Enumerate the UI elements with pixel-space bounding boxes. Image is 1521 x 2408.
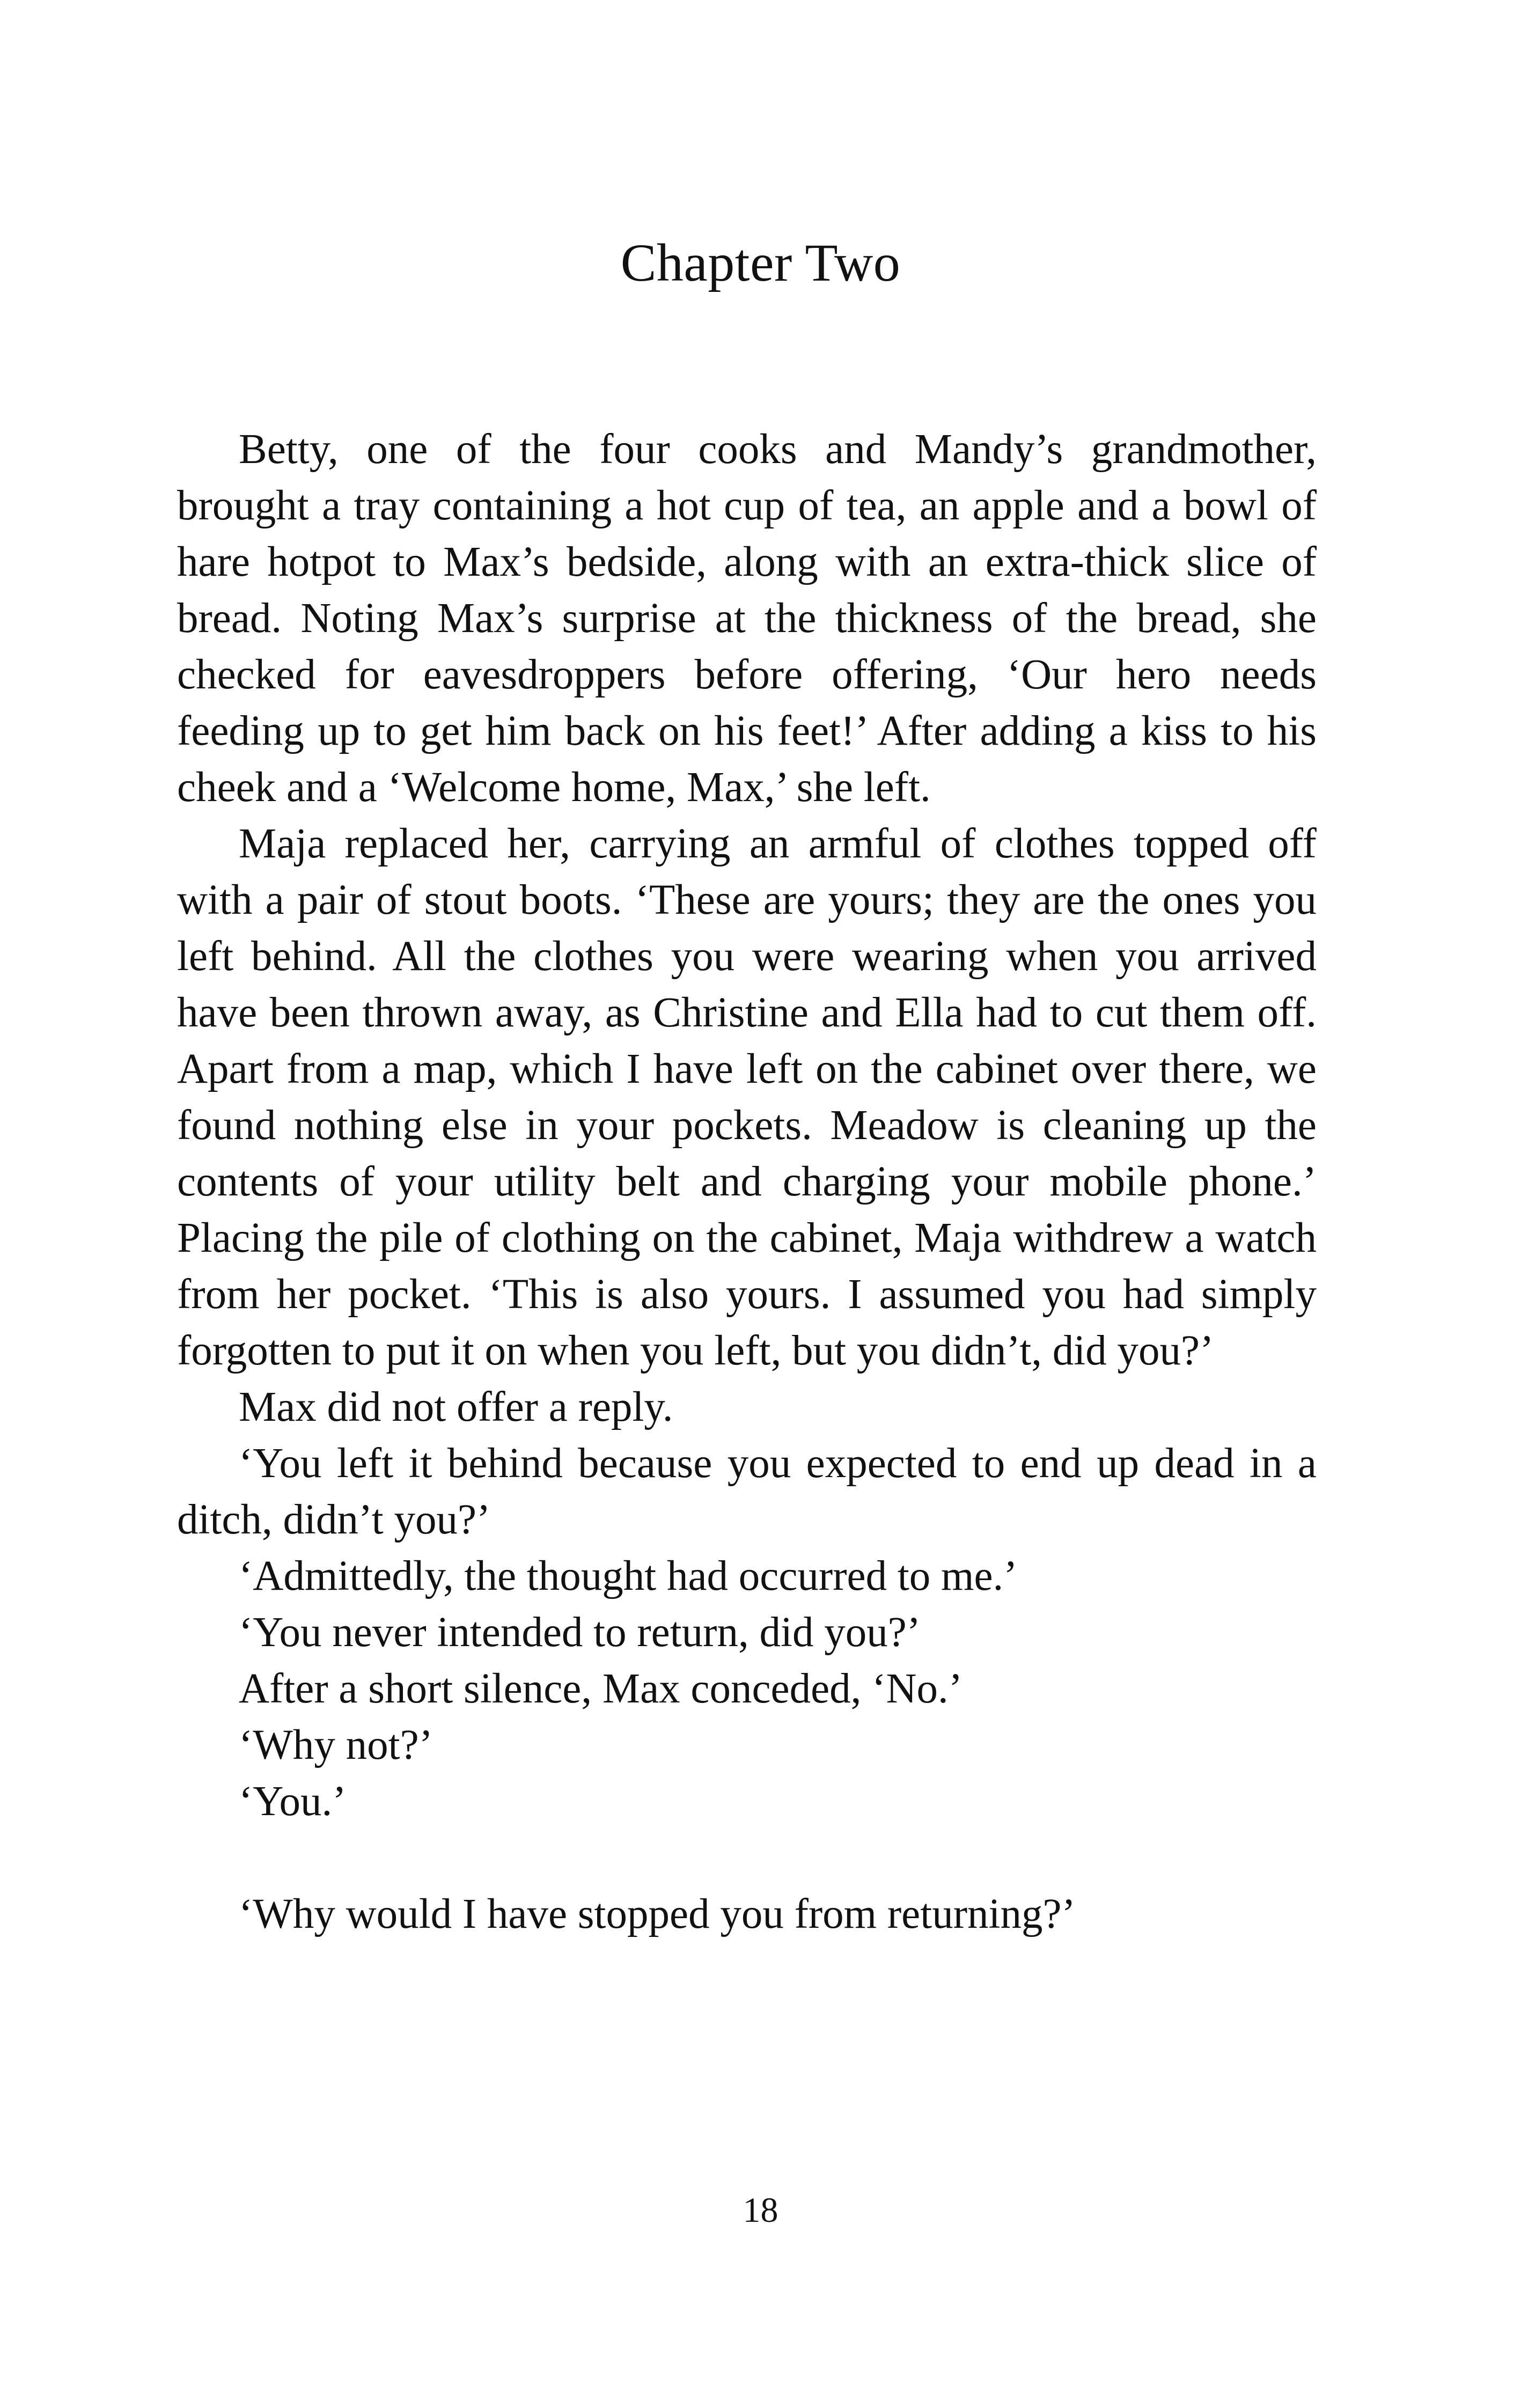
paragraph: Betty, one of the four cooks and Mandy’s grandmother, brought a tray containing a hot cup of tea, an apple and a bowl of hare hotpot to Max’s bedside, along with an extra-thick slice of bread. Noting Max’s surprise at the thickness of the bread, she checked for eavesdroppers before offering, ‘Our hero needs feeding up to get him back on his feet!’ After adding a kiss to his cheek and a ‘Welcome home, Max,’ she left.	[177, 426, 1317, 811]
paragraph: ‘You never intended to return, did you?’	[239, 1609, 921, 1656]
paragraph: ‘You left it behind because you expected to end up dead in a ditch, didn’t you?’	[177, 1440, 1317, 1543]
body-text	[177, 421, 1317, 1942]
paragraph: ‘You.’	[239, 1778, 347, 1825]
chapter-title: Chapter Two	[620, 233, 901, 292]
paragraph: ‘Why not?’	[239, 1722, 433, 1768]
paragraph: After a short silence, Max conceded, ‘No.’	[239, 1665, 963, 1712]
section-gap	[177, 1830, 1317, 1886]
paragraph: Maja replaced her, carrying an armful of clothes topped off with a pair of stout boots. ‘These are yours; they are the ones you left behind. All the clothes you were wearing when you arrived have been thrown away, as Christine and Ella had to cut them off. Apart from a map, which I have left on the cabinet over there, we found nothing else in your pockets. Meadow is cleaning up the contents of your utility belt and charging your mobile phone.’ Placing the pile of clothing on the cabinet, Maja withdrew a watch from her pocket. ‘This is also yours. I assumed you had simply forgotten to put it on when you left, but you didn’t, did you?’	[177, 820, 1317, 1374]
page-number: 18	[743, 2191, 778, 2230]
paragraph: ‘Why would I have stopped you from returning?’	[239, 1891, 1076, 1937]
paragraph: Max did not offer a reply.	[239, 1384, 673, 1430]
paragraph: ‘Admittedly, the thought had occurred to me.’	[239, 1553, 1018, 1599]
